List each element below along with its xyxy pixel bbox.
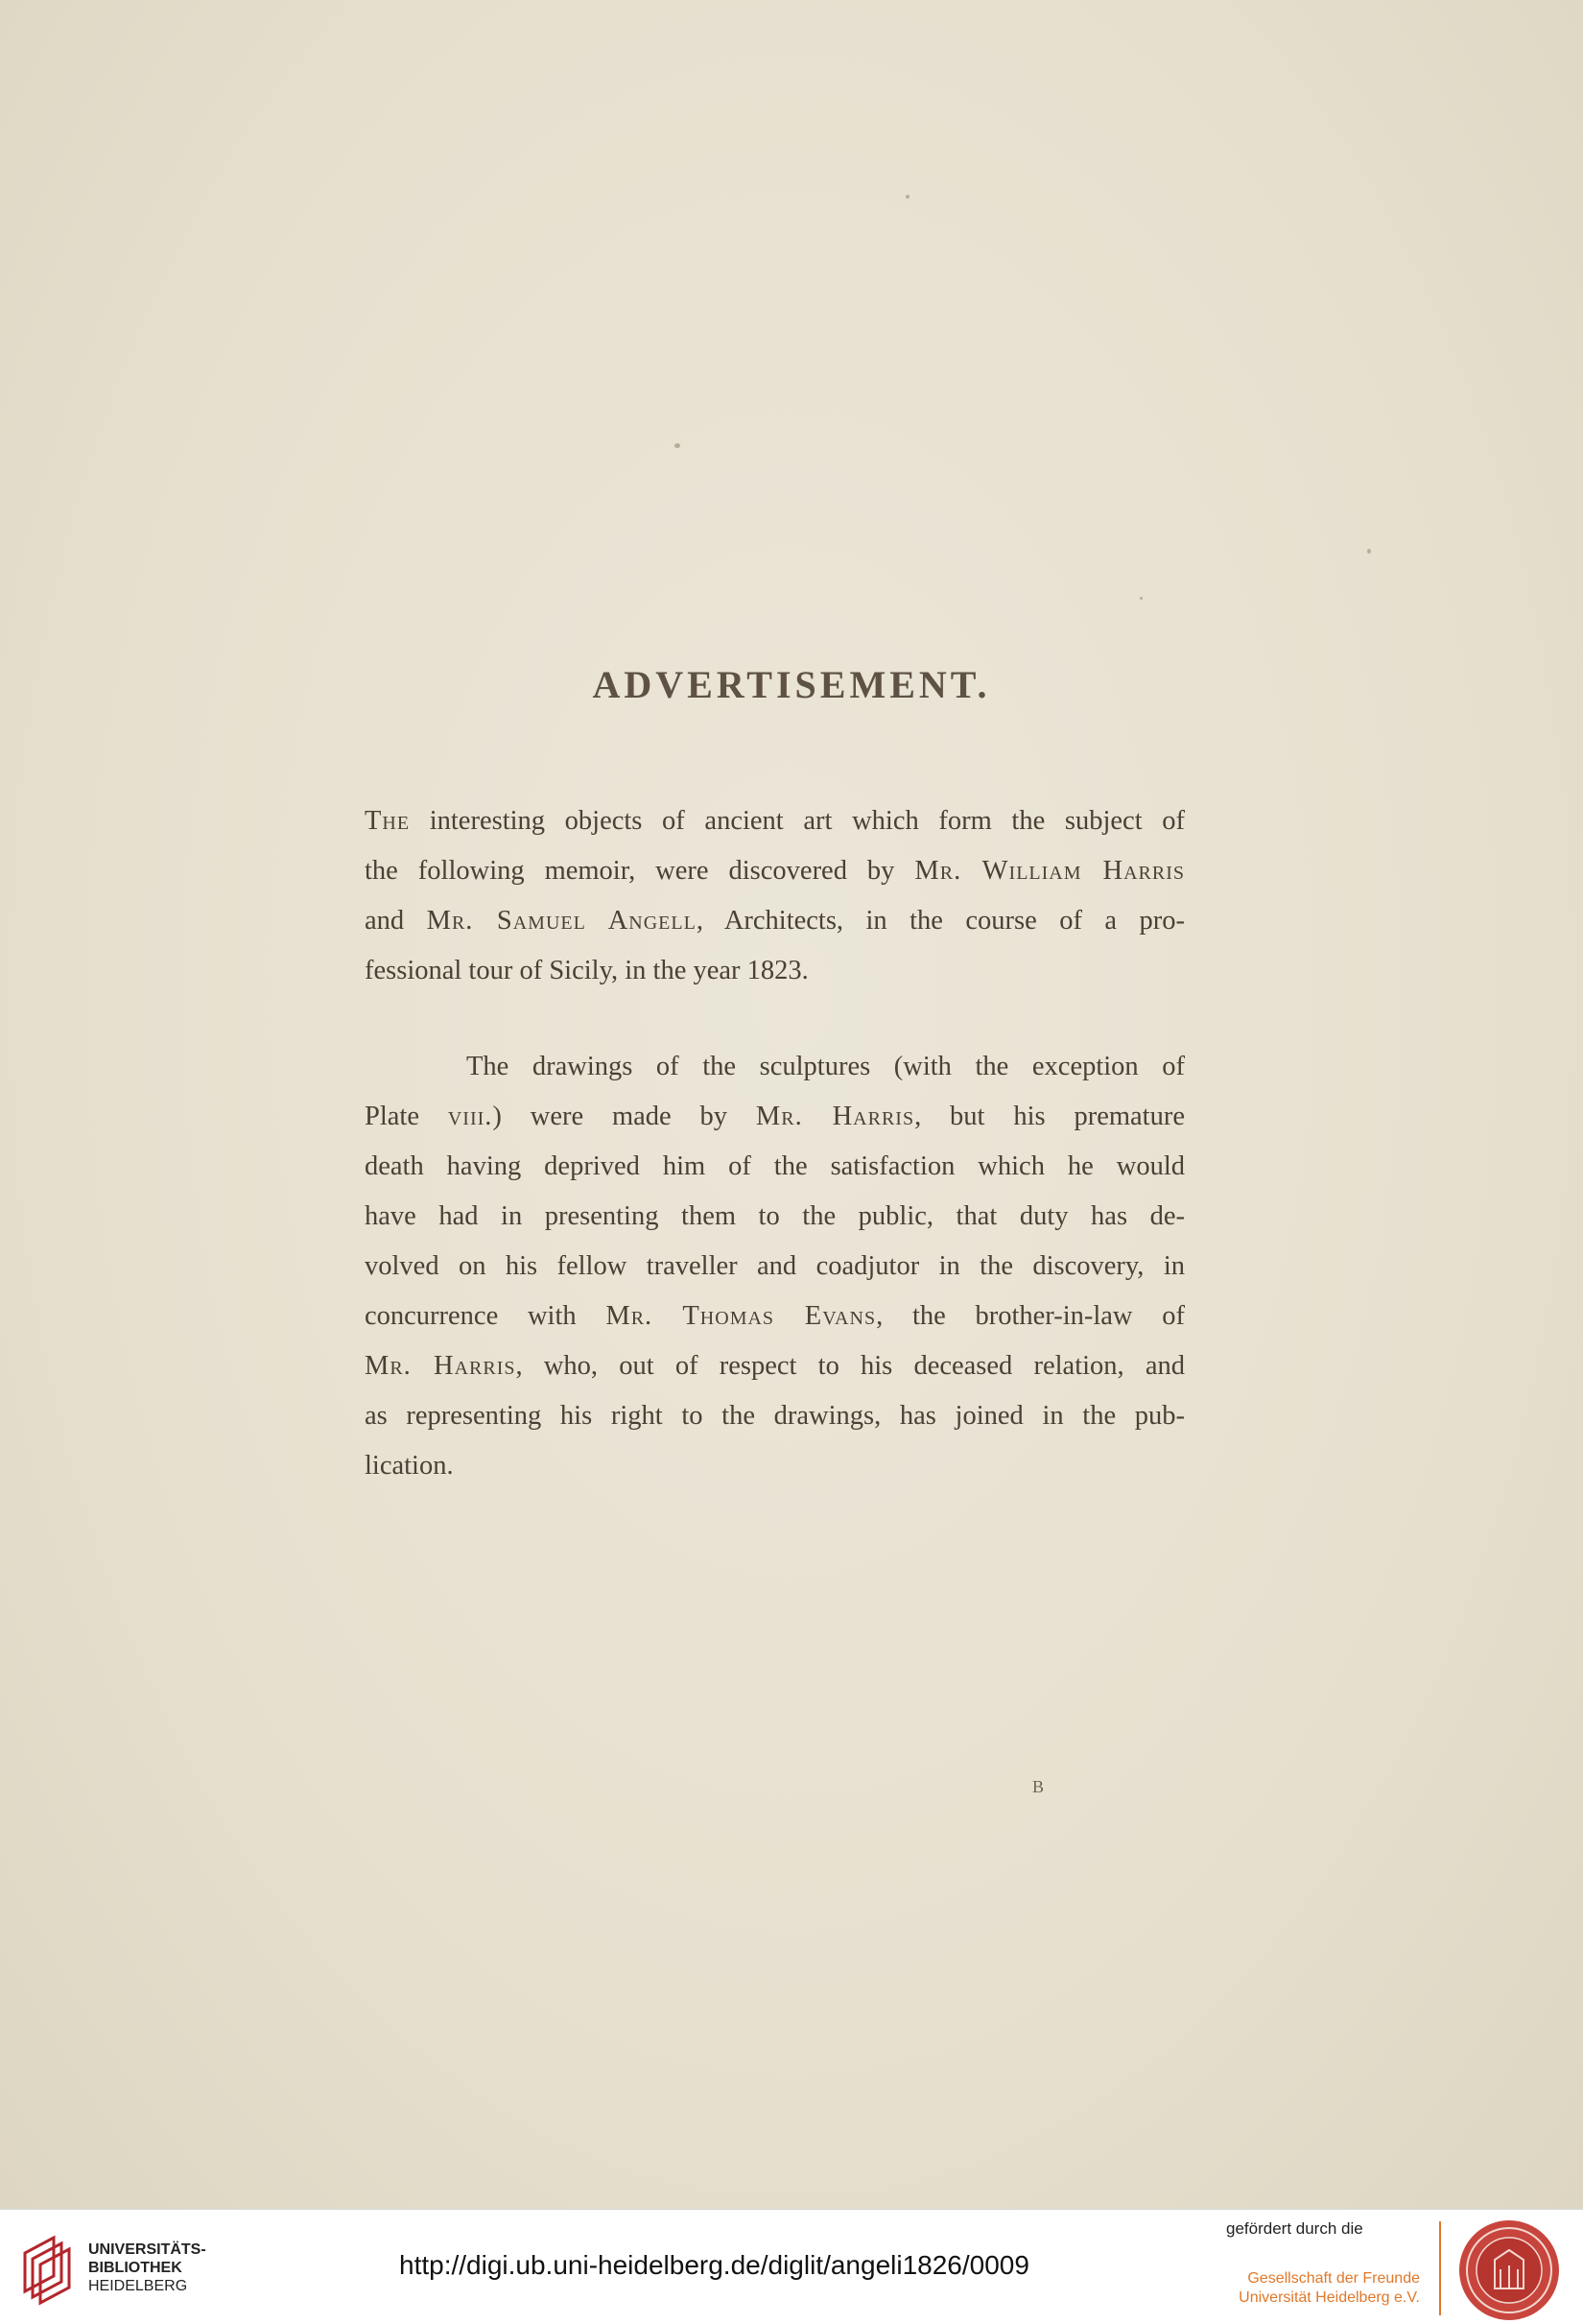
text-line — [365, 796, 1185, 846]
text-line: The drawings of the sculptures (with the exception of — [466, 1052, 1185, 1081]
text-line — [365, 1292, 1185, 1341]
text-line: have had in presenting them to the public, that duty has de- — [365, 1201, 1185, 1231]
text-run: Mr. William Harris — [914, 856, 1185, 886]
library-name — [88, 2241, 206, 2295]
library-logo-icon[interactable] — [17, 2224, 77, 2309]
paper-speck — [674, 443, 680, 448]
library-name-line: UNIVERSITÄTS- — [88, 2241, 206, 2258]
text-run: The — [365, 806, 411, 836]
sponsor-name[interactable] — [1226, 2269, 1420, 2308]
page-title: ADVERTISEMENT. — [592, 663, 991, 706]
text-line — [365, 896, 1185, 946]
sponsor-name-line: Universität Heidelberg e.V. — [1239, 2289, 1420, 2306]
paper-speck — [1367, 549, 1371, 554]
text-run: Mr. Thomas Evans — [605, 1301, 877, 1331]
paragraph-1 — [365, 796, 1185, 996]
paper-speck — [1140, 597, 1143, 600]
paper-speck — [906, 195, 910, 199]
text-run: and — [365, 906, 427, 936]
signature-mark: B — [1032, 1777, 1045, 1796]
text-line — [365, 1092, 1185, 1142]
permalink-url[interactable]: http://digi.ub.uni-heidelberg.de/diglit/angeli1826/0009 — [399, 2250, 1029, 2280]
library-name-line: HEIDELBERG — [88, 2278, 188, 2294]
text-run: , the brother-in-law of — [876, 1301, 1185, 1331]
text-line: as representing his right to the drawings, has joined in the pub- — [365, 1401, 1185, 1431]
text-line — [365, 946, 1185, 996]
text-run: Mr. Harris — [365, 1351, 516, 1381]
text-run: fessional tour of Sicily, in the year 1823. — [365, 956, 809, 985]
text-run: , but his premature — [914, 1102, 1185, 1131]
footer-divider — [1439, 2221, 1441, 2315]
paragraph-2 — [365, 1042, 1185, 1491]
text-run: interesting objects of ancient art which form the subject of — [410, 806, 1185, 836]
viewer-footer — [0, 2209, 1583, 2324]
text-line — [365, 1341, 1185, 1391]
text-run: Plate — [365, 1102, 448, 1131]
text-run: ) were made by — [492, 1102, 756, 1131]
text-line: lication. — [365, 1451, 454, 1481]
funded-by-label: gefördert durch die — [1226, 2219, 1363, 2238]
library-logo-strokes — [25, 2238, 69, 2303]
sponsor-name-line: Gesellschaft der Freunde — [1247, 2270, 1420, 2287]
library-name-line: BIBLIOTHEK — [88, 2260, 182, 2276]
text-run: , Architects, in the course of a pro- — [696, 906, 1185, 936]
university-seal-icon[interactable] — [1456, 2217, 1562, 2323]
text-run: , who, out of respect to his deceased relation, and — [515, 1351, 1186, 1381]
text-line: death having deprived him of the satisfaction which he would — [365, 1151, 1185, 1181]
text-run: concurrence with — [365, 1301, 606, 1331]
text-line — [365, 846, 1185, 896]
text-run: the following memoir, were discovered by — [365, 856, 915, 886]
text-line: volved on his fellow traveller and coadjutor in the discovery, in — [365, 1251, 1185, 1281]
text-run: viii. — [447, 1102, 493, 1131]
text-run: Mr. Samuel Angell — [426, 906, 697, 936]
text-run: Mr. Harris — [755, 1102, 915, 1131]
